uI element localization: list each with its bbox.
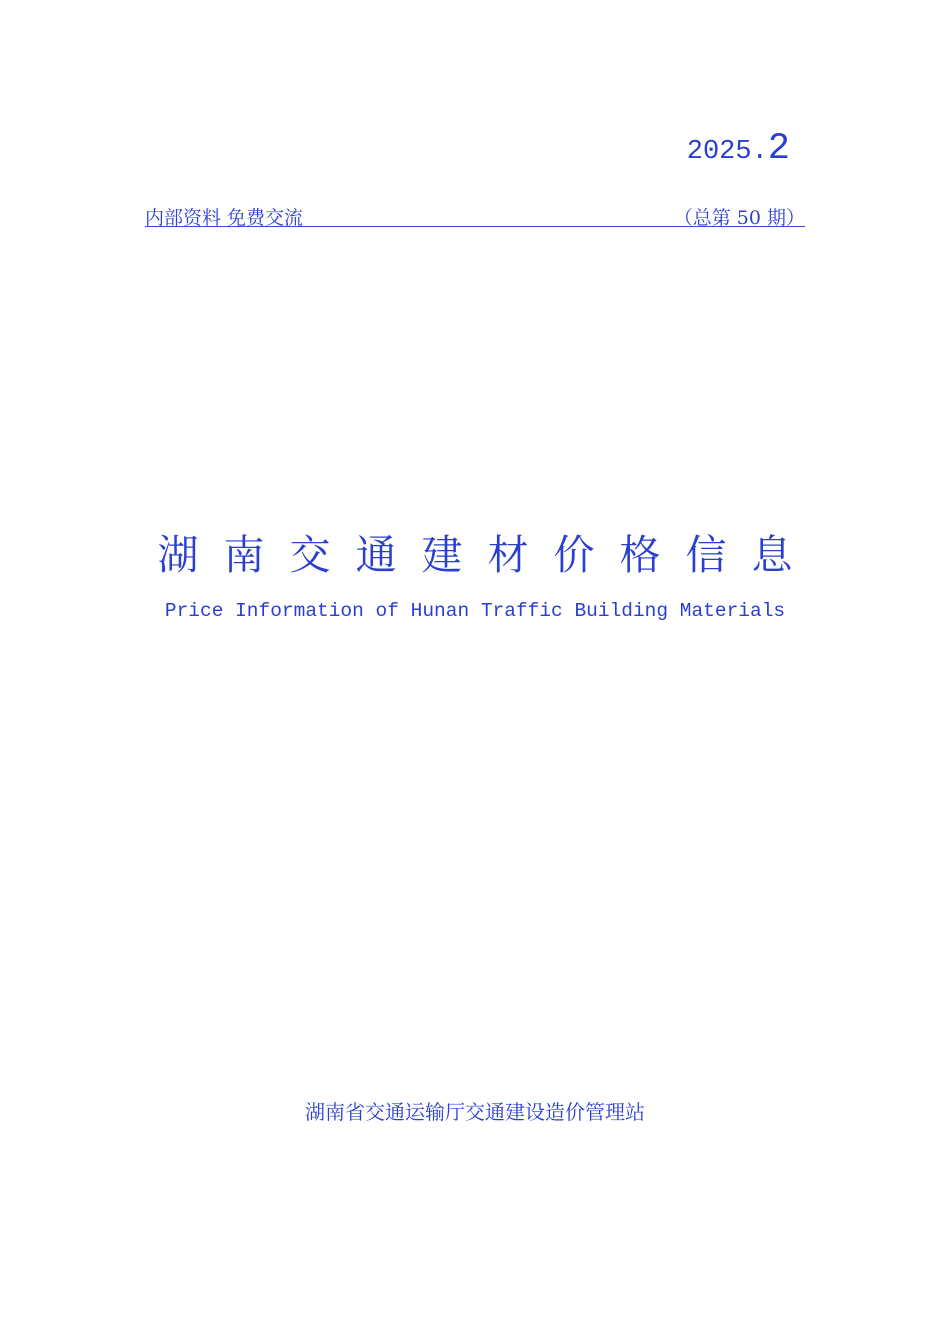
header-rule [145, 200, 805, 227]
issue-year-month: 2025. [686, 137, 768, 167]
internal-note: 内部资料 免费交流 [145, 207, 304, 229]
english-subtitle: Price Information of Hunan Traffic Building Materials [164, 600, 786, 622]
issue-number: 2 [767, 128, 790, 170]
issue-date [687, 128, 790, 170]
publisher-name: 湖南省交通运输厅交通建设造价管理站 [305, 1100, 645, 1124]
issue-total: （总第 50 期） [673, 207, 805, 229]
main-title: 湖南交通建材价格信息 [157, 531, 818, 579]
